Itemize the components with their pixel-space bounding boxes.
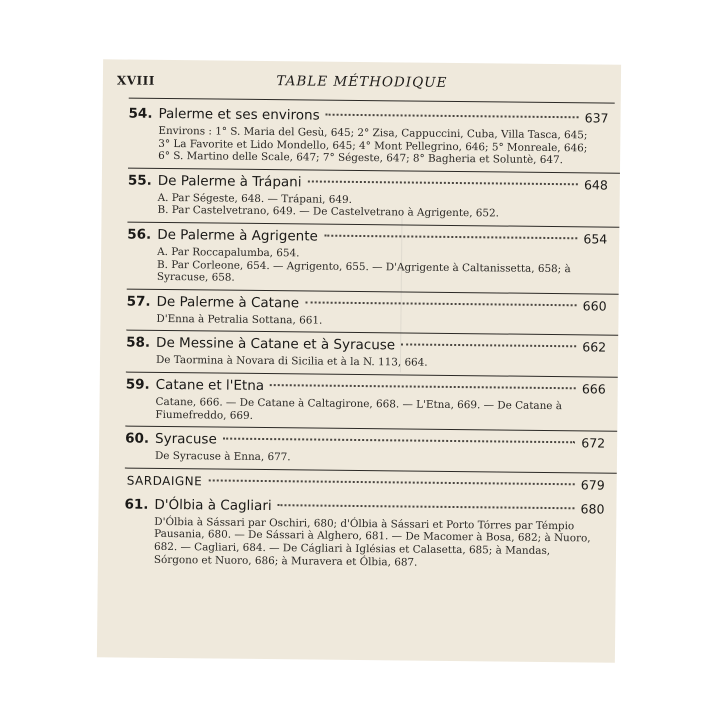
toc-entry-59 <box>125 371 618 430</box>
dot-leader <box>278 504 575 509</box>
entry-page: 648 <box>583 177 608 193</box>
entry-title: De Palerme à Catane <box>156 293 300 312</box>
dot-leader <box>208 479 574 485</box>
entry-detail: Catane, 666. — De Catane à Caltagirone, 668. — L'Etna, 669. — De Catane à Fiumefreddo, 669. <box>155 395 563 422</box>
toc-entry-55 <box>127 167 620 226</box>
entry-page: 660 <box>582 298 607 314</box>
entry-detail: D'Ólbia à Sássari par Oschiri, 680; d'Ólbia à Sássari et Porto Tórres par Témpio Pausania, 680. — De Sássari à Alghero, 681. — De Macomer à Bosa, 682; à Nuoro, 682. — Cagliari, 684. — De Cágliari à Iglésias et Calasetta, 685; à Mandas, Sórgono et Nuoro, 686; à Muravera et Ólbia, 687. <box>153 515 591 569</box>
entry-title: D'Ólbia à Cagliari <box>154 496 272 514</box>
dot-leader <box>401 344 576 348</box>
entry-page: 680 <box>580 501 605 517</box>
book-page <box>97 59 621 662</box>
entry-title: De Palerme à Agrigente <box>157 226 318 245</box>
entry-detail-a: A. Par Ségeste, 648. — Trápani, 649. <box>157 191 353 206</box>
entry-page: 654 <box>583 231 608 247</box>
entry-detail-a: A. Par Roccapalumba, 654. <box>157 245 300 260</box>
running-title: TABLE MÉTHODIQUE <box>276 73 448 91</box>
entry-detail: De Syracuse à Enna, 677. <box>154 449 291 464</box>
entry-number: 60. <box>125 430 150 447</box>
entry-page: 672 <box>581 435 606 451</box>
entry-number: 56. <box>127 226 152 243</box>
running-header <box>117 71 607 96</box>
dot-leader <box>223 438 575 444</box>
entry-page: 662 <box>582 339 607 355</box>
entry-number: 54. <box>128 105 153 122</box>
entry-detail-b: B. Par Castelvetrano, 649. — De Castelvetrano à Agrigente, 652. <box>157 204 500 220</box>
entry-page: 637 <box>584 110 609 126</box>
toc-entry-61 <box>124 492 617 576</box>
dot-leader <box>305 301 576 306</box>
entry-number: 61. <box>124 496 149 513</box>
entry-title: Syracuse <box>155 430 217 448</box>
entry-detail: De Taormina à Novara di Sicilia et à la N. 113, 664. <box>155 354 428 370</box>
entry-detail: Environs : 1° S. Maria del Gesù, 645; 2° Zisa, Cappuccini, Cuba, Villa Tasca, 645; 3° La Favorite et Lido Mondello, 645; 4° Mont Pellegrino, 646; 5° Monreale, 646; 6° S. Martino delle Scale, 647; 7° Ségeste, 647; 8° Bagheria et Soluntè, 647. <box>158 124 588 167</box>
entry-number: 58. <box>126 334 151 352</box>
dot-leader <box>308 180 578 185</box>
dot-leader <box>324 235 577 240</box>
toc-entry-60 <box>125 426 617 473</box>
dot-leader <box>270 384 576 389</box>
entry-title: Palerme et ses environs <box>158 105 320 124</box>
entry-detail: D'Enna à Petralia Sottana, 661. <box>156 312 323 327</box>
entry-number: 59. <box>125 376 150 393</box>
toc-entry-56 <box>127 222 620 294</box>
entry-number: 57. <box>126 293 151 310</box>
dot-leader <box>326 114 579 119</box>
entry-detail-b: B. Par Corleone, 654. — Agrigento, 655. — D'Agrigente à Caltanissetta, 658; à Syracuse, 658. <box>156 258 571 284</box>
toc-entry-57 <box>126 288 618 335</box>
page-folio: XVIII <box>116 73 155 88</box>
entry-page: 666 <box>581 381 606 397</box>
region-page: 679 <box>580 477 605 493</box>
entry-title: De Palerme à Trápani <box>157 172 302 191</box>
region-heading: SARDAIGNE <box>126 473 203 489</box>
entry-number: 55. <box>127 172 152 189</box>
toc-entries <box>98 101 621 575</box>
toc-entry-54 <box>128 102 621 173</box>
entry-title: Catane et l'Etna <box>155 376 265 394</box>
toc-entry-58 <box>126 330 618 377</box>
entry-title: De Messine à Catane et à Syracuse <box>156 335 396 354</box>
